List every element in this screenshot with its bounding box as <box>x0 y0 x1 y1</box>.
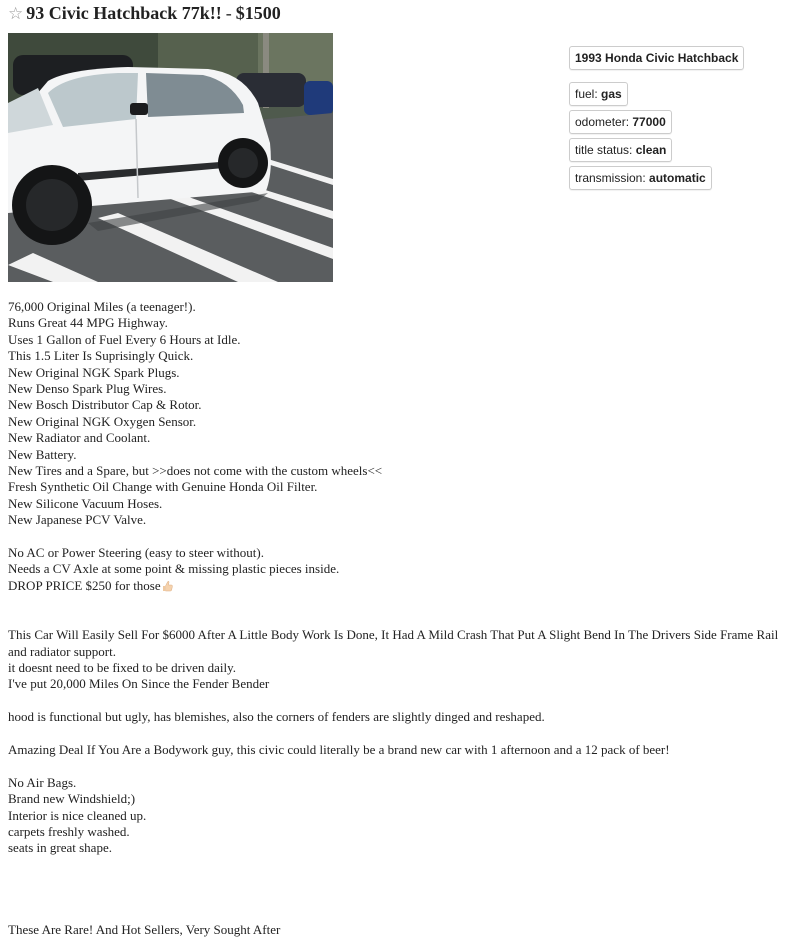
body-line: No AC or Power Steering (easy to steer without). <box>8 545 264 561</box>
body-line: hood is functional but ugly, has blemishes, also the corners of fenders are slightly dinged and reshaped. <box>8 709 545 725</box>
body-line: New Original NGK Spark Plugs. <box>8 364 180 380</box>
body-line: Needs a CV Axle at some point & missing plastic pieces inside. <box>8 561 340 577</box>
body-line: and radiator support. <box>8 643 116 659</box>
car-photo[interactable] <box>8 33 333 282</box>
price: $1500 <box>235 3 281 23</box>
body-line: Brand new Windshield;) <box>8 791 136 807</box>
body-line: Amazing Deal If You Are a Bodywork guy, this civic could literally be a brand new car with 1 afternoon and a 12 pack of beer! <box>8 741 670 757</box>
fuel-value: gas <box>601 87 622 101</box>
body-line: These Are Rare! And Hot Sellers, Very Sought After <box>8 922 281 938</box>
fuel-label: fuel: <box>575 87 598 101</box>
posting-title <box>8 2 281 24</box>
body-line: New Bosch Distributor Cap & Rotor. <box>8 397 202 413</box>
vehicle-title-attribute: 1993 Honda Civic Hatchback <box>569 46 744 70</box>
title-price-separator: - <box>225 3 232 23</box>
body-line: Uses 1 Gallon of Fuel Every 6 Hours at Idle. <box>8 331 241 347</box>
body-line: New Radiator and Coolant. <box>8 430 151 446</box>
body-line: New Original NGK Oxygen Sensor. <box>8 413 197 429</box>
fuel-attribute <box>569 82 628 106</box>
transmission-label: transmission: <box>575 171 646 185</box>
attribute-panel <box>569 46 789 202</box>
title-status-label: title status: <box>575 143 633 157</box>
body-line: This 1.5 Liter Is Suprisingly Quick. <box>8 348 194 364</box>
body-line: carpets freshly washed. <box>8 823 130 839</box>
body-line: This Car Will Easily Sell For $6000 After A Little Body Work Is Done, It Had A Mild Crash That Put A Slight Bend In The Drivers Side Frame Rail <box>8 627 779 643</box>
body-line: 76,000 Original Miles (a teenager!). <box>8 299 196 314</box>
title-status-value: clean <box>635 143 667 157</box>
post-title: 93 Civic Hatchback 77k!! <box>26 3 222 23</box>
body-line: New Japanese PCV Valve. <box>8 512 147 528</box>
posting-body <box>8 299 798 939</box>
body-line: New Tires and a Spare, but >>does not come with the custom wheels<< <box>8 463 383 479</box>
body-line: New Denso Spark Plug Wires. <box>8 381 167 397</box>
body-line: New Battery. <box>8 446 77 462</box>
transmission-value: automatic <box>649 171 706 185</box>
body-line: Fresh Synthetic Oil Change with Genuine Honda Oil Filter. <box>8 479 318 495</box>
body-line: it doesnt need to be fixed to be driven daily. <box>8 659 237 675</box>
title-status-attribute <box>569 138 672 162</box>
body-line: Interior is nice cleaned up. <box>8 807 147 823</box>
drop-price-line <box>8 578 798 594</box>
car-photo-image <box>8 33 333 282</box>
odometer-attribute <box>569 110 672 134</box>
odometer-value: 77000 <box>632 115 666 129</box>
body-line: seats in great shape. <box>8 840 112 856</box>
thumbs-up-icon <box>162 580 173 592</box>
body-line: Runs Great 44 MPG Highway. <box>8 315 168 331</box>
odometer-label: odometer: <box>575 115 630 129</box>
body-line: New Silicone Vacuum Hoses. <box>8 495 163 511</box>
transmission-attribute <box>569 166 712 190</box>
drop-price-text: DROP PRICE $250 for those <box>8 577 161 593</box>
body-line: I've put 20,000 Miles On Since the Fender Bender <box>8 676 270 692</box>
favorite-star-icon[interactable]: ☆ <box>8 4 24 23</box>
body-line: No Air Bags. <box>8 774 77 790</box>
